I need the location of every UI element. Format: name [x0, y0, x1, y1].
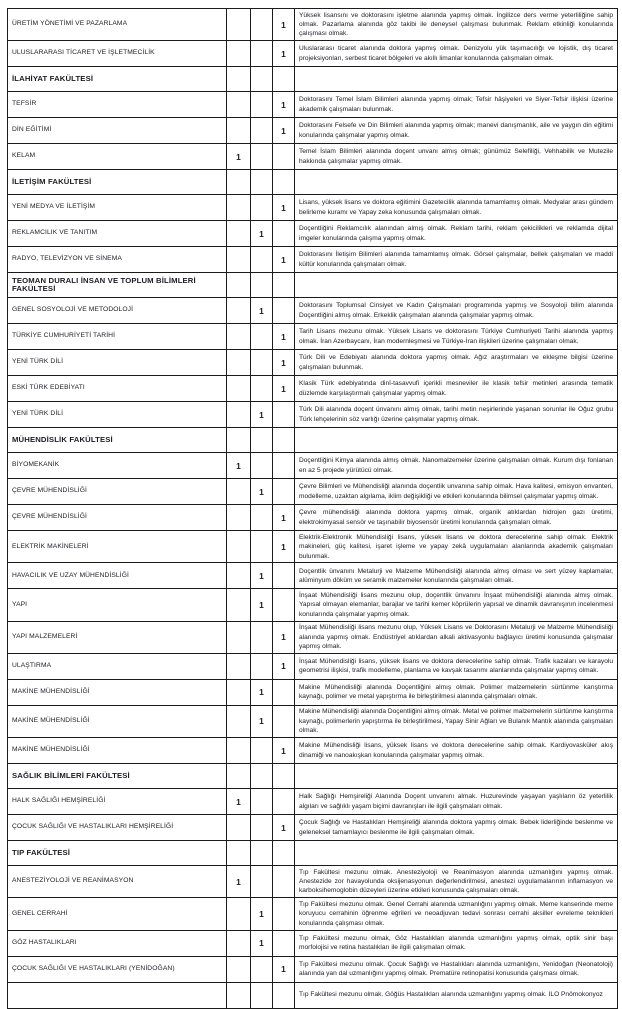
count-col2-cell	[251, 956, 273, 982]
count-col2-cell	[251, 428, 273, 453]
requirement-cell: Tarih Lisans mezunu olmak. Yüksek Lisans ve doktorasını Türkiye Cumhuriyeti Tarihi alanında yapmış olmak. İran Azerbaycanı, İran modernleşmesi ve Türkiye-İran ilişkileri üzerine çalışmaları olmak.	[295, 324, 618, 350]
department-cell: GENEL SOSYOLOJİ VE METODOLOJİ	[8, 298, 227, 324]
count-col3-cell	[273, 428, 295, 453]
requirement-cell: Türk Dili alanında doçent ünvanını almış olmak, tarihi metin neşirlerinde yaşanan sorunlar ile Oğuz grubu Türk lehçelerinin söz varlığı üzerine çalışmalar yapmış olmak.	[295, 402, 618, 428]
count-col1-cell	[227, 505, 251, 531]
position-row	[8, 247, 618, 273]
faculty-positions-table	[7, 8, 618, 1009]
requirement-cell: Halk Sağlığı Hemşireliği Alanında Doçent unvanını almak. Huzurevinde yaşayan yaşlıların öz yeterlilik algıları ve sağlıklı yaşam biçimi davranışları ile ilgili çalışmaları olmak.	[295, 789, 618, 815]
count-col2-cell: 1	[251, 221, 273, 247]
requirement-cell	[295, 67, 618, 92]
count-col2-cell	[251, 789, 273, 815]
position-row	[8, 705, 618, 737]
count-col3-cell	[273, 589, 295, 621]
department-cell: REKLAMCILIK VE TANITIM	[8, 221, 227, 247]
count-col3-cell	[273, 982, 295, 1008]
count-col2-cell	[251, 982, 273, 1008]
requirement-cell: Tıp Fakültesi mezunu olmak. Göğüs Hastalıkları alanında uzmanlığını yapmış olmak. ILO Pnömokonyoz	[295, 982, 618, 1008]
requirement-cell	[295, 170, 618, 195]
department-cell: İLETİŞİM FAKÜLTESİ	[8, 170, 227, 195]
department-cell: MÜHENDİSLİK FAKÜLTESİ	[8, 428, 227, 453]
requirement-cell: Doktorasını İletişim Bilimleri alanında tamamlamış olmak. Görsel çalışmalar, bellek çalışmaları ve maddi kültür konularında çalışmaları olmak.	[295, 247, 618, 273]
requirement-cell: Tıp Fakültesi mezunu olmak. Genel Cerrahi alanında uzmanlığını yapmış olmak. Meme kanserinde meme koruyucu cerrahinin öğrenme eğrileri ve neoadjuvan tedavi sonrası cerrahi aksiller evreleme teknikleri konularında çalışması olmak.	[295, 898, 618, 930]
count-col2-cell	[251, 350, 273, 376]
position-row	[8, 563, 618, 589]
count-col1-cell	[227, 531, 251, 563]
count-col1-cell	[227, 982, 251, 1008]
count-col3-cell	[273, 170, 295, 195]
faculty-section-row	[8, 170, 618, 195]
count-col2-cell	[251, 376, 273, 402]
requirement-cell: Doçentliğini Kimya alanında almış olmak. Nanomalzemeler üzerine çalışmaları olmak. Kurum dışı fonlanan en az 5 projede yürütücü olmak.	[295, 453, 618, 479]
count-col3-cell	[273, 679, 295, 705]
count-col1-cell	[227, 764, 251, 789]
count-col3-cell	[273, 402, 295, 428]
department-cell: ELEKTRİK MAKİNELERİ	[8, 531, 227, 563]
count-col1-cell	[227, 738, 251, 764]
department-cell: MAKİNE MÜHENDİSLİĞİ	[8, 705, 227, 737]
requirement-cell: Lisans, yüksek lisans ve doktora eğitimini Gazetecilik alanında tamamlamış olmak. Medyalar arası gündem belirleme kuramı ve Yapay zeka konusunda çalışmaları olmak.	[295, 195, 618, 221]
requirement-cell: İnşaat Mühendisliği lisans, yüksek lisans ve doktora derecelerine sahip olmak. Trafik kazaları ve karayolu geometrisi ilişkisi, trafik modelleme, planlama ve kavşak tasarımı alanlarında çalışmalar yapmış olmak.	[295, 653, 618, 679]
faculty-section-row	[8, 841, 618, 866]
position-row	[8, 92, 618, 118]
position-row	[8, 505, 618, 531]
department-cell: ANESTEZİYOLOJİ VE REANİMASYON	[8, 866, 227, 898]
count-col3-cell	[273, 298, 295, 324]
requirement-cell: Uluslararası ticaret alanında doktora yapmış olmak. Denizyolu yük taşımacılığı ve lojistik, dış ticaret projeksiyonları, serbest ticaret bölgeleri ve akıllı limanlar konularında çalışmaları olmak.	[295, 41, 618, 67]
count-col1-cell	[227, 221, 251, 247]
count-col2-cell: 1	[251, 402, 273, 428]
department-cell: İLAHİYAT FAKÜLTESİ	[8, 67, 227, 92]
count-col1-cell	[227, 170, 251, 195]
count-col3-cell: 1	[273, 118, 295, 144]
department-cell: GÖZ HASTALIKLARI	[8, 930, 227, 956]
count-col3-cell: 1	[273, 247, 295, 273]
count-col3-cell	[273, 67, 295, 92]
department-cell	[8, 982, 227, 1008]
count-col1-cell	[227, 930, 251, 956]
count-col1-cell: 1	[227, 144, 251, 170]
count-col2-cell	[251, 621, 273, 653]
count-col1-cell	[227, 653, 251, 679]
count-col1-cell	[227, 324, 251, 350]
count-col2-cell	[251, 866, 273, 898]
position-row	[8, 621, 618, 653]
count-col2-cell: 1	[251, 563, 273, 589]
requirement-cell: Tıp Fakültesi mezunu olmak. Anesteziyoloji ve Reanimasyon alanında uzmanlığını yapmış olmak. Anestezide zor havayolunda oksijenasyonun değerlendirilmesi, anestezi uygulamalarının inflamasyon ve karboksihemoglobin düzeyleri üzerine etkileri konusunda çalışmaları olmak.	[295, 866, 618, 898]
requirement-cell: Yüksek lisansını ve doktorasını işletme alanında yapmış olmak. İngilizce ders verme yeterliliğine sahip olmak. Pazarlama alanında göz takibi ile deneysel çalışması bulunmak. Reklam etkinliği konularında çalışması olmak.	[295, 9, 618, 41]
faculty-section-row	[8, 764, 618, 789]
count-col1-cell	[227, 41, 251, 67]
requirement-cell: Doçentlik ünvanını Metalurji ve Malzeme Mühendisliği alanında almış olması ve sert yüzey kaplamalar, alüminyum döküm ve seramik malzemeler konularında çalışmaları olmak.	[295, 563, 618, 589]
count-col1-cell	[227, 621, 251, 653]
count-col3-cell: 1	[273, 621, 295, 653]
count-col1-cell: 1	[227, 789, 251, 815]
count-col3-cell: 1	[273, 41, 295, 67]
count-col1-cell	[227, 956, 251, 982]
position-row	[8, 324, 618, 350]
count-col3-cell	[273, 898, 295, 930]
count-col2-cell: 1	[251, 930, 273, 956]
count-col1-cell	[227, 841, 251, 866]
count-col2-cell: 1	[251, 479, 273, 505]
requirement-cell: Çevre mühendisliği alanında doktora yapmış olmak, organik atıklardan hidrojen gazı üretimi, elektrokimyasal sensör ve taşınabilir biyosensör üretimi konularında çalışmaları olmak.	[295, 505, 618, 531]
department-cell: ÇEVRE MÜHENDİSLİĞİ	[8, 479, 227, 505]
position-row	[8, 402, 618, 428]
count-col3-cell: 1	[273, 195, 295, 221]
count-col3-cell	[273, 705, 295, 737]
position-row	[8, 350, 618, 376]
count-col3-cell: 1	[273, 738, 295, 764]
position-row	[8, 589, 618, 621]
count-col2-cell	[251, 453, 273, 479]
position-row	[8, 144, 618, 170]
position-row	[8, 41, 618, 67]
position-row	[8, 679, 618, 705]
count-col1-cell: 1	[227, 453, 251, 479]
requirement-cell: Doktorasını Felsefe ve Din Bilimleri alanında yapmış olmak; manevi danışmanlık, aile ve yaygın din eğitimi konularında çalışmalar yapmış olmak.	[295, 118, 618, 144]
count-col3-cell	[273, 563, 295, 589]
position-row	[8, 815, 618, 841]
requirement-cell: Doktorasını Temel İslam Bilimleri alanında yapmış olmak; Tefsir hâşiyeleri ve Siyer-Tefsir ilişkisi üzerine akademik çalışmaları bulunmak.	[295, 92, 618, 118]
department-cell: KELAM	[8, 144, 227, 170]
count-col1-cell	[227, 563, 251, 589]
position-row	[8, 956, 618, 982]
count-col2-cell	[251, 653, 273, 679]
count-col2-cell: 1	[251, 589, 273, 621]
count-col2-cell	[251, 247, 273, 273]
count-col2-cell	[251, 144, 273, 170]
faculty-section-row	[8, 428, 618, 453]
count-col2-cell	[251, 841, 273, 866]
count-col1-cell	[227, 298, 251, 324]
position-row	[8, 930, 618, 956]
count-col1-cell	[227, 247, 251, 273]
department-cell: MAKİNE MÜHENDİSLİĞİ	[8, 738, 227, 764]
department-cell: DİN EĞİTİMİ	[8, 118, 227, 144]
count-col3-cell: 1	[273, 505, 295, 531]
count-col2-cell	[251, 118, 273, 144]
department-cell: ESKİ TÜRK EDEBİYATI	[8, 376, 227, 402]
count-col2-cell	[251, 67, 273, 92]
count-col1-cell	[227, 118, 251, 144]
position-row	[8, 898, 618, 930]
position-row	[8, 789, 618, 815]
count-col3-cell: 1	[273, 376, 295, 402]
count-col1-cell	[227, 92, 251, 118]
position-row	[8, 866, 618, 898]
count-col2-cell: 1	[251, 705, 273, 737]
position-row	[8, 376, 618, 402]
count-col3-cell	[273, 764, 295, 789]
department-cell: ÇEVRE MÜHENDİSLİĞİ	[8, 505, 227, 531]
count-col2-cell	[251, 815, 273, 841]
department-cell: YENİ MEDYA VE İLETİŞİM	[8, 195, 227, 221]
count-col1-cell	[227, 195, 251, 221]
requirement-cell: Temel İslam Bilimleri alanında doçent unvanı almış olmak; günümüz Selefiliği, Vehhabilik ve Mutezile hakkında çalışmalar yapmış olmak.	[295, 144, 618, 170]
position-row	[8, 653, 618, 679]
requirement-cell	[295, 764, 618, 789]
position-row	[8, 531, 618, 563]
requirement-cell: Makine Mühendisliği lisans, yüksek lisans ve doktora derecelerine sahip olmak. Kardiyovasküler akış dinamiği ve nanoakışkan konularında çalışmalar yapmış olmak.	[295, 738, 618, 764]
department-cell: TEOMAN DURALI İNSAN VE TOPLUM BİLİMLERİ FAKÜLTESİ	[8, 273, 227, 298]
requirement-cell: Makine Mühendisliği alanında Doçentliğini almış olmak. Metal ve polimer malzemelerin sürtünme karıştırma kaynağı, polimerlerin yapıştırma ile birleştirilmesi, Yapay Sinir Ağları ve Bulanık Mantık alanında çalışmaları olmak.	[295, 705, 618, 737]
requirement-cell: Makine Mühendisliği alanında Doçentliğini almış olmak. Polimer malzemelerin sürtünme karıştırma kaynağı, polimer ve metal yapıştırma ile birleştirilmesi alanında çalışmaları olmak.	[295, 679, 618, 705]
count-col2-cell	[251, 738, 273, 764]
department-cell: RADYO, TELEVİZYON VE SİNEMA	[8, 247, 227, 273]
department-cell: TÜRKİYE CUMHURİYETİ TARİHİ	[8, 324, 227, 350]
department-cell: GENEL CERRAHİ	[8, 898, 227, 930]
count-col1-cell	[227, 350, 251, 376]
requirement-cell: Tıp Fakültesi mezunu olmak. Çocuk Sağlığı ve Hastalıkları alanında uzmanlığını, Yenidoğan (Neonatoloji) alanında yan dal uzmanlığını yapmış olmak. Prematüre retinopatisi konusunda çalışması olmak.	[295, 956, 618, 982]
requirement-cell	[295, 428, 618, 453]
department-cell: YENİ TÜRK DİLİ	[8, 350, 227, 376]
requirement-cell: Tıp Fakültesi mezunu olmak, Göz Hastalıkları alanında uzmanlığını yapmış olmak, optik sinir başı morfolojisi ve retina hastalıkları ile ilgili çalışmaları olmak.	[295, 930, 618, 956]
position-row	[8, 298, 618, 324]
position-row	[8, 738, 618, 764]
table-body	[8, 9, 618, 1009]
count-col3-cell: 1	[273, 956, 295, 982]
position-row	[8, 9, 618, 41]
count-col3-cell	[273, 453, 295, 479]
count-col3-cell	[273, 789, 295, 815]
count-col3-cell: 1	[273, 350, 295, 376]
position-row	[8, 453, 618, 479]
count-col1-cell	[227, 589, 251, 621]
department-cell: ÇOCUK SAĞLIĞI VE HASTALIKLARI HEMŞİRELİĞİ	[8, 815, 227, 841]
department-cell: ÜRETİM YÖNETİMİ VE PAZARLAMA	[8, 9, 227, 41]
count-col2-cell	[251, 41, 273, 67]
department-cell: HALK SAĞLIĞI HEMŞİRELİĞİ	[8, 789, 227, 815]
position-row	[8, 195, 618, 221]
count-col3-cell: 1	[273, 92, 295, 118]
count-col2-cell	[251, 9, 273, 41]
department-cell: MAKİNE MÜHENDİSLİĞİ	[8, 679, 227, 705]
count-col1-cell	[227, 898, 251, 930]
requirement-cell: Doktorasını Toplumsal Cinsiyet ve Kadın Çalışmaları programında yapmış ve Sosyoloji bilim alanında Doçentliğini almış olmak. Erkeklik çalışmaları alanında çalışmalar yapmış olmak.	[295, 298, 618, 324]
count-col3-cell: 1	[273, 324, 295, 350]
requirement-cell: İnşaat Mühendisliği lisans mezunu olup, Yüksek Lisans ve Doktorasını Metalurji ve Malzeme Mühendisliği alanında yapmış olmak. Endüstriyel atıklardan alkali aktivasyonlu bağlayıcı üretimi konusunda çalışmalar yapmış olmak.	[295, 621, 618, 653]
position-row	[8, 982, 618, 1008]
position-row	[8, 118, 618, 144]
requirement-cell: Elektrik-Elektronik Mühendisliği lisans, yüksek lisans ve doktora derecelerine sahip olmak. Elektrik makineleri, güç kalitesi, işaret işleme ve yapay zekâ uygulamaları alanlarında akademik çalışmaları bulunmak.	[295, 531, 618, 563]
count-col2-cell	[251, 764, 273, 789]
department-cell: ULAŞTIRMA	[8, 653, 227, 679]
department-cell: SAĞLIK BİLİMLERİ FAKÜLTESİ	[8, 764, 227, 789]
faculty-section-row	[8, 273, 618, 298]
department-cell: TIP FAKÜLTESİ	[8, 841, 227, 866]
count-col1-cell	[227, 67, 251, 92]
count-col1-cell	[227, 679, 251, 705]
position-row	[8, 479, 618, 505]
count-col3-cell	[273, 221, 295, 247]
count-col3-cell: 1	[273, 653, 295, 679]
requirement-cell: Çocuk Sağlığı ve Hastalıkları Hemşireliği alanında doktora yapmış olmak. Bebek liderliğinde beslenme ve geleneksel tamamlayıcı beslenme ile ilgili çalışmaları olmak.	[295, 815, 618, 841]
count-col3-cell: 1	[273, 9, 295, 41]
department-cell: BİYOMEKANİK	[8, 453, 227, 479]
count-col3-cell	[273, 144, 295, 170]
count-col3-cell	[273, 930, 295, 956]
requirement-cell: Klasik Türk edebiyatında dinî-tasavvufi içerikli mesneviler ile klasik tefsir metinleri arasında tematik düzlemde karşılaştırmalı çalışmalar yapmış olmak.	[295, 376, 618, 402]
requirement-cell	[295, 273, 618, 298]
count-col1-cell	[227, 273, 251, 298]
count-col2-cell	[251, 273, 273, 298]
requirement-cell: Doçentliğini Reklamcılık alanından almış olmak. Reklam tarihi, reklam çekicilikleri ve reklamda dijital imgeler konularında çalışma yapmış olmak.	[295, 221, 618, 247]
department-cell: YENİ TÜRK DİLİ	[8, 402, 227, 428]
count-col1-cell: 1	[227, 866, 251, 898]
faculty-section-row	[8, 67, 618, 92]
count-col1-cell	[227, 479, 251, 505]
count-col3-cell	[273, 479, 295, 505]
requirement-cell: Türk Dili ve Edebiyatı alanında doktora yapmış olmak. Ağız araştırmaları ve ekleşme bilgisi üzerine çalışmaları bulunmak.	[295, 350, 618, 376]
count-col2-cell: 1	[251, 679, 273, 705]
requirement-cell: Çevre Bilimleri ve Mühendisliği alanında doçentlik unvanına sahip olmak. Hava kalitesi, emisyon envanteri, modelleme, uzaktan algılama, iklim değişikliği ve etkileri konularında bilimsel çalışmalar yapmış olmak.	[295, 479, 618, 505]
count-col3-cell	[273, 273, 295, 298]
department-cell: ULUSLARARASI TİCARET VE İŞLETMECİLİK	[8, 41, 227, 67]
department-cell: TEFSİR	[8, 92, 227, 118]
count-col2-cell	[251, 92, 273, 118]
count-col2-cell	[251, 195, 273, 221]
count-col1-cell	[227, 815, 251, 841]
count-col3-cell	[273, 841, 295, 866]
count-col1-cell	[227, 428, 251, 453]
count-col1-cell	[227, 9, 251, 41]
count-col2-cell	[251, 505, 273, 531]
count-col2-cell	[251, 324, 273, 350]
department-cell: HAVACILIK VE UZAY MÜHENDİSLİĞİ	[8, 563, 227, 589]
position-row	[8, 221, 618, 247]
count-col1-cell	[227, 376, 251, 402]
count-col2-cell	[251, 170, 273, 195]
count-col1-cell	[227, 402, 251, 428]
requirement-cell: İnşaat Mühendisliği lisans mezunu olup, doçentlik ünvanını İnşaat mühendisliği alanında almış olmak. Yapısal olmayan elemanlar, barajlar ve tarihi kemer köprülerin yapısal ve dinamik davranışının incelenmesi konularında çalışmalar yapmış olmak.	[295, 589, 618, 621]
count-col3-cell	[273, 866, 295, 898]
count-col2-cell: 1	[251, 298, 273, 324]
requirement-cell	[295, 841, 618, 866]
count-col2-cell	[251, 531, 273, 563]
count-col3-cell: 1	[273, 815, 295, 841]
count-col3-cell: 1	[273, 531, 295, 563]
count-col2-cell: 1	[251, 898, 273, 930]
count-col1-cell	[227, 705, 251, 737]
department-cell: YAPI MALZEMELERİ	[8, 621, 227, 653]
department-cell: ÇOCUK SAĞLIĞI VE HASTALIKLARI (YENİDOĞAN)	[8, 956, 227, 982]
department-cell: YAPI	[8, 589, 227, 621]
